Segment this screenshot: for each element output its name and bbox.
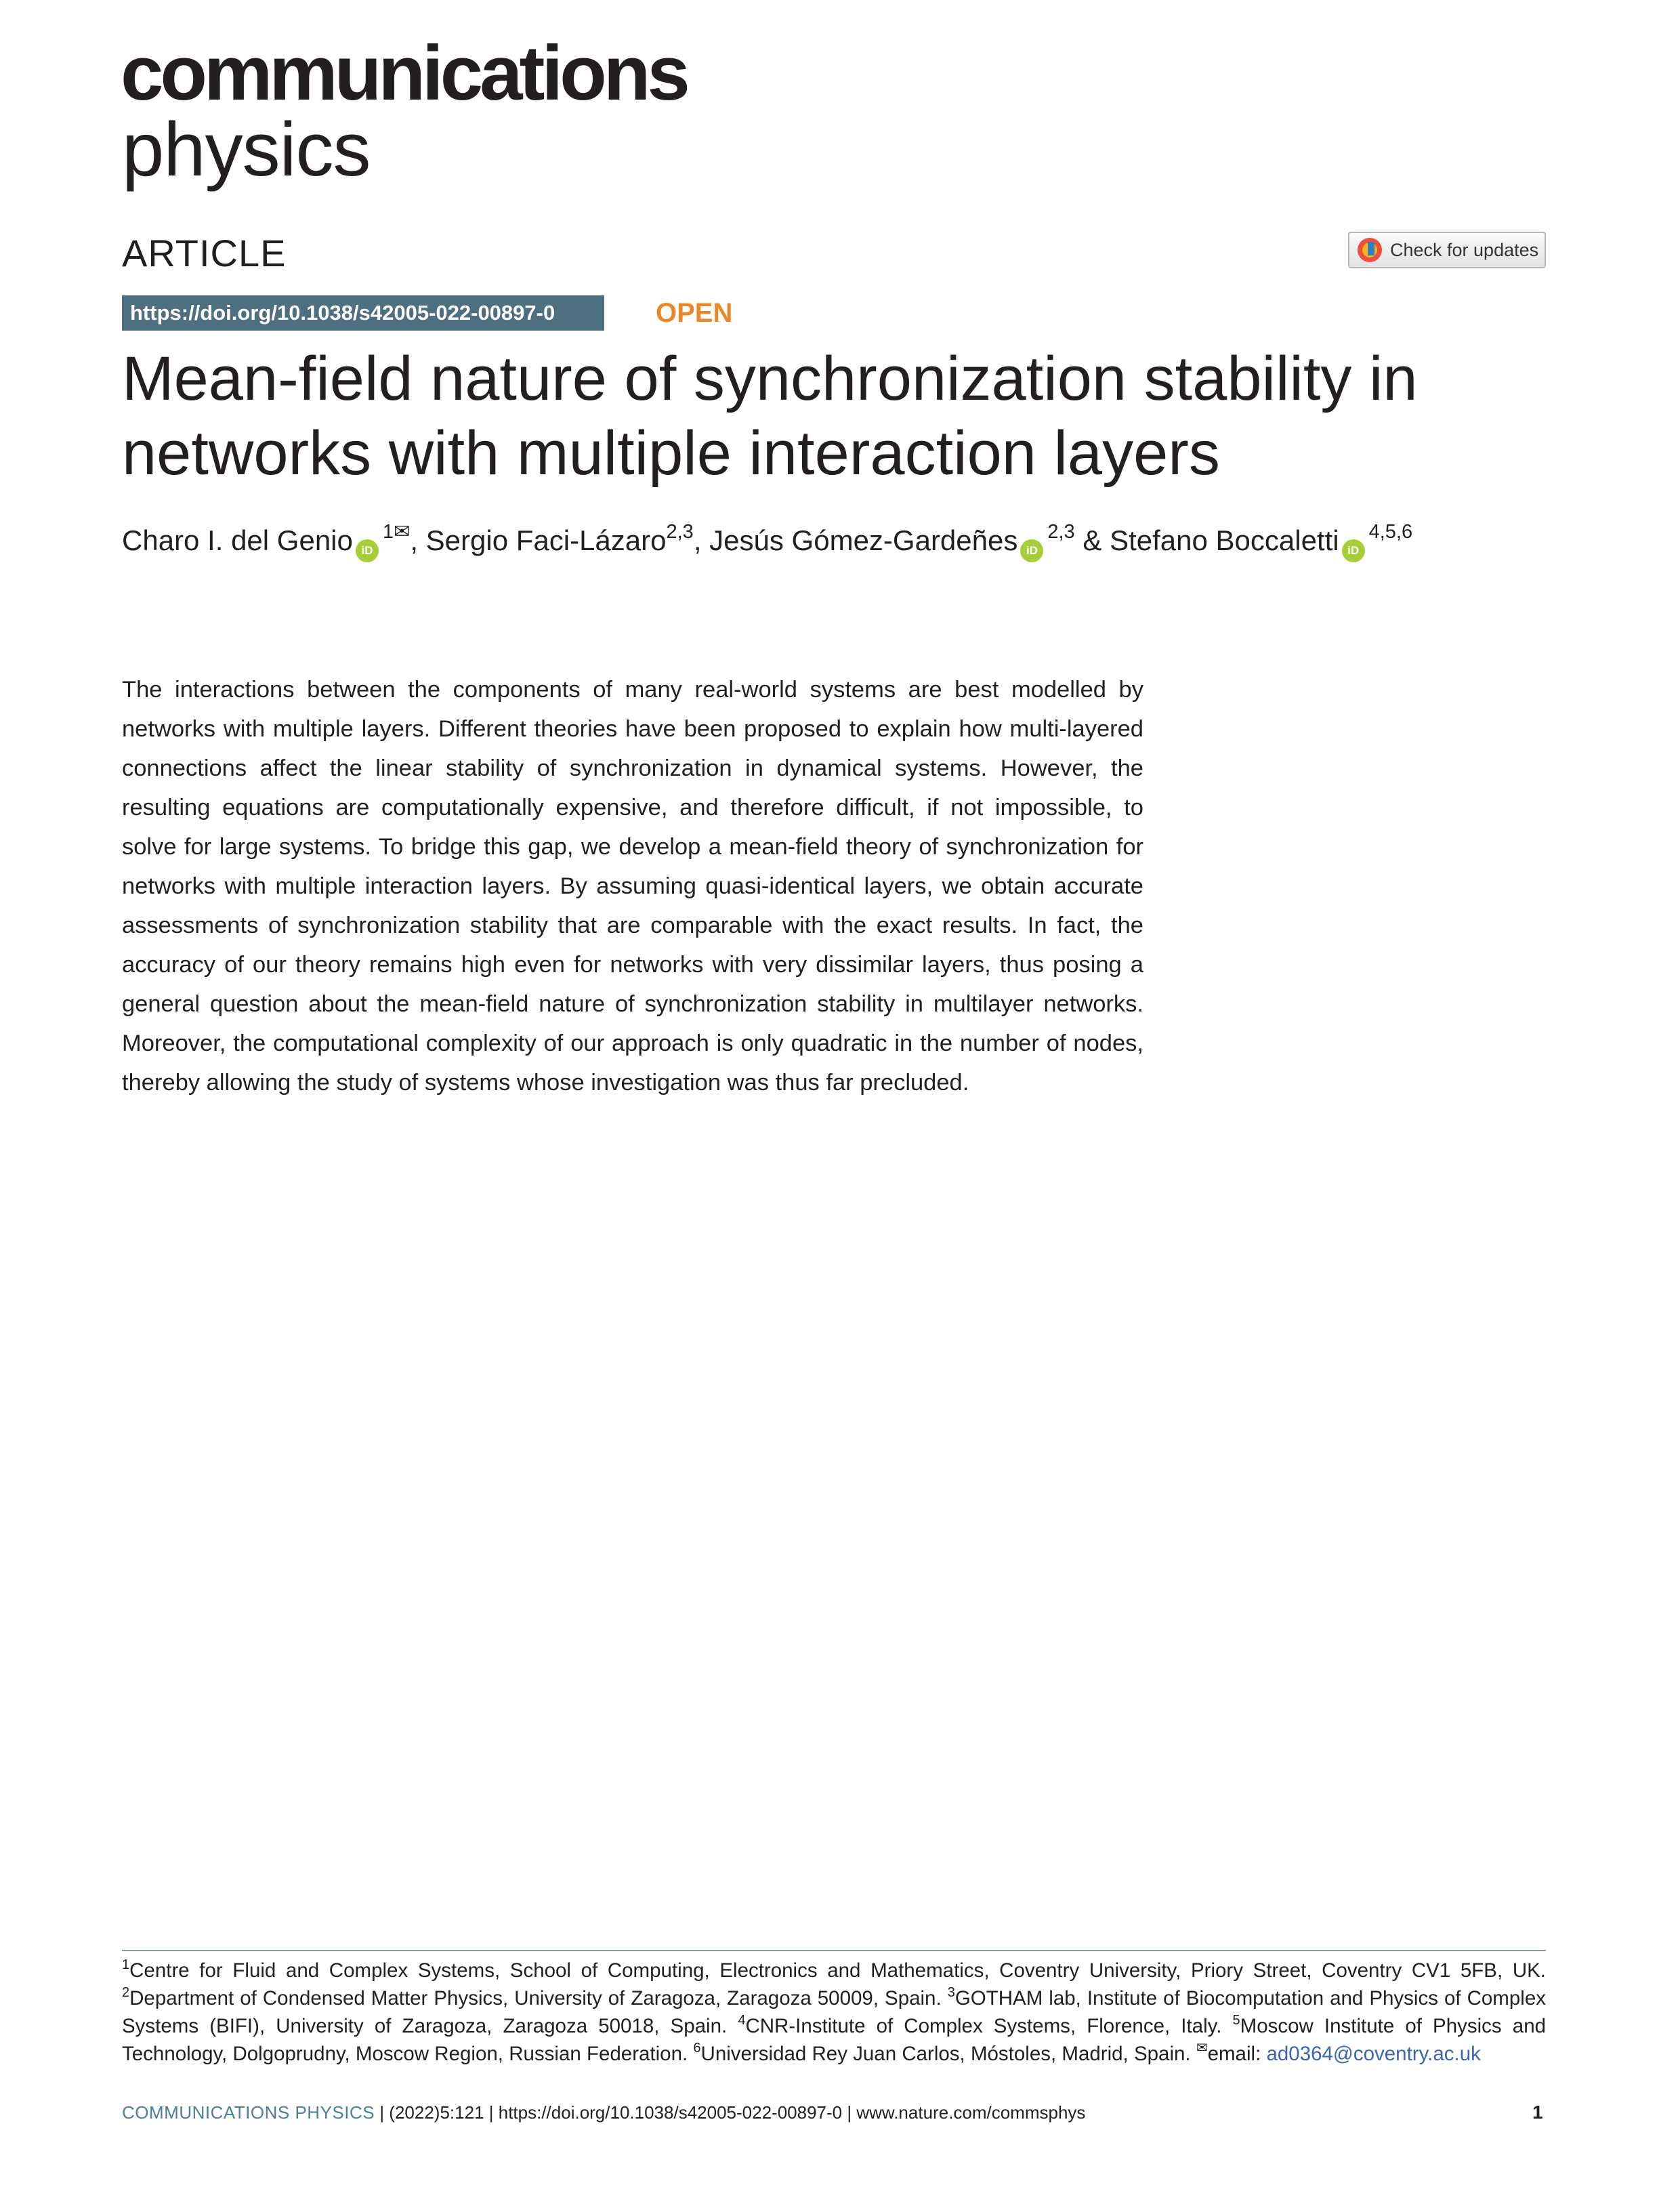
abstract-text: The interactions between the components of many real-world systems are best modelled by networks with multiple layers. Different theories have been proposed to explain how multi-layered connections affect the linear stability of synchronization in dynamical systems. However, the resulting equations are computationally expensive, and therefore difficult, if not impossible, to solve for large systems. To bridge this gap, we develop a mean-field theory of synchronization for networks with multiple interaction layers. By assuming quasi-identical layers, we obtain accurate assessments of synchronization stability that are comparable with the exact results. In fact, the accuracy of our theory remains high even for networks with very dissimilar layers, thus posing a general question about the mean-field nature of synchronization stability in multilayer networks. Moreover, the computational complexity of our approach is only quadratic in the number of nodes, thereby allowing the study of systems whose investigation was thus far precluded. (122, 677, 1143, 1096)
check-for-updates-label: Check for updates (1390, 239, 1539, 260)
affiliation-text: GOTHAM lab, Institute of Biocomputation and Physics of Complex Systems (BIFI), University of Zaragoza, Zaragoza 50018, Spain. (122, 1987, 1546, 2037)
affiliation-text: Department of Condensed Matter Physics, University of Zaragoza, Zaragoza 50009, Spain. (129, 1987, 942, 2009)
email-link[interactable]: ad0364@coventry.ac.uk (1266, 2043, 1481, 2065)
affiliation-text: Moscow Institute of Physics and Technology, Dolgoprudny, Moscow Region, Russian Federation. (122, 2015, 1547, 2065)
orcid-icon[interactable]: iD (1342, 539, 1365, 562)
affiliations-footnote: $^1$Centre for Fluid and Complex Systems, School of Computing, Electronics and Mathematics, Coventry University, Priory Street, Coventry CV1 5FB, UK. $^2$Department of Condensed Matter Physics, University of Zaragoza, Zaragoza 50009, Spain. $^3$GOTHAM lab, Institute of Biocomputation and Physics of Complex Systems (BIFI), University of Zaragoza, Zaragoza 50018, Spain. $^4$CNR-Institute of Complex Systems, Florence, Italy. $^5$Moscow Institute of Physics and Technology, Dolgoprudny, Moscow Region, Russian Federation. $^6$Universidad Rey Juan Carlos, Móstoles, Madrid, Spain. ✉email: ad0364@coventry.ac.uk (122, 1957, 1547, 2065)
author-affiliation-ref: 2,3 (1047, 521, 1075, 543)
author-name[interactable]: Sergio Faci-Lázaro (425, 524, 667, 556)
article-title: Mean-field nature of synchronization stability in networks with multiple interaction layers (122, 344, 1418, 488)
author-separator: & (1074, 524, 1110, 556)
orcid-icon[interactable]: iD (1020, 539, 1043, 562)
footer-citation: | (2022)5:121 | https://doi.org/10.1038/s42005-022-00897-0 | www.nature.com/commsphys (375, 2102, 1086, 2123)
affiliation-text: CNR-Institute of Complex Systems, Florence, Italy. (745, 2015, 1222, 2037)
author-name[interactable]: Charo I. del Genio (122, 524, 353, 556)
open-access-label: OPEN (656, 298, 733, 328)
journal-logo-bottom: physics (122, 107, 371, 192)
author-affiliation-ref: 4,5,6 (1368, 521, 1413, 543)
affiliation-text: Universidad Rey Juan Carlos, Móstoles, Madrid, Spain. (700, 2043, 1191, 2065)
author-name[interactable]: Stefano Boccaletti (1110, 524, 1339, 556)
journal-logo-top: communications (121, 30, 687, 117)
author-list (122, 520, 1578, 562)
email-label: email: (1207, 2043, 1267, 2065)
page-footer (122, 2100, 1085, 2125)
page-number: 1 (1532, 2102, 1543, 2123)
crossmark-icon (1358, 238, 1382, 262)
email-icon[interactable]: ✉ (394, 521, 411, 543)
author-name[interactable]: Jesús Gómez-Gardeñes (709, 524, 1018, 556)
article-type-label: ARTICLE (122, 232, 287, 274)
orcid-icon[interactable]: iD (356, 539, 379, 562)
email-icon: ✉ (1196, 2041, 1208, 2056)
author-separator: , (410, 524, 426, 556)
check-for-updates-button[interactable] (1348, 232, 1546, 268)
footer-journal-name: COMMUNICATIONS PHYSICS (122, 2102, 375, 2123)
doi-link[interactable]: https://doi.org/10.1038/s42005-022-00897-0 (122, 295, 604, 331)
author-separator: , (693, 524, 710, 556)
author-affiliation-ref: 1✉ (382, 521, 411, 543)
footnote-divider (122, 1950, 1546, 1951)
affiliation-text: Centre for Fluid and Complex Systems, School of Computing, Electronics and Mathematics, Coventry University, Priory Street, Coventry CV1 5FB, UK. (129, 1959, 1546, 1982)
author-affiliation-ref: 2,3 (666, 521, 694, 543)
